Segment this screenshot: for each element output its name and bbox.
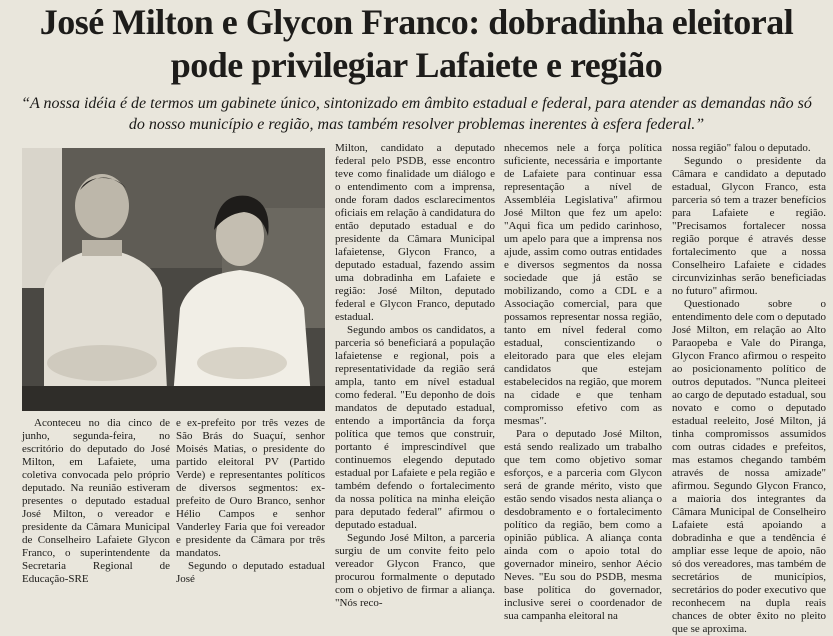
column-4-paragraph-2: Para o deputado José Milton, está sendo realizado um trabalho que tem como objetivo somar esforços, e a parceria com Glycon será de grande mérito, visto que estão sendo visados nesta aliança o desdobramento e o fortalecimento político da região, bem como a opinião pública. A aliança conta ainda com o apoio total do governador mineiro, senhor Aécio Neves. "Eu sou do PSDB, mesma base política do governador, inclusive serei o coordenador de sua campanha eleitoral na [504, 428, 662, 622]
column-3-paragraph-2: Segundo ambos os candidatos, a parceria só beneficiará a população lafaietense e regional, pois a representatividade da região será ampla, tanto em nível estadual como federal. "Eu deponho de dois mandatos de deputado estadual, entendo a importância da força política que temos que construir, portanto é imprescindível que continuemos elegendo deputado estadual por Lafaiete e pela região e também defendo o fortalecimento da nossa política na minha eleição para deputado federal" afirmou o deputado estadual. [335, 324, 495, 531]
column-3-paragraph-3: Segundo José Milton, a parceria surgiu de um convite feito pelo vereador Glycon Franco, que procurou formalmente o deputado com o objetivo de firmar a aliança. "Nós reco- [335, 532, 495, 609]
column-2-paragraph-1: e ex-prefeito por três vezes de São Brás do Suaçuí, senhor Moisés Matias, o presidente do partido eleitoral PV (Partido Verde) e representantes políticos de diversos segmentos: ex-prefeito de Ouro Branco, senhor Hélio Campos e senhor Vanderley Faria que foi vereador e presidente da Câmara por três mandatos. [176, 417, 325, 559]
article-column-3 [335, 142, 495, 609]
photo-two-men [22, 148, 325, 411]
article-column-5 [672, 142, 826, 635]
column-5-paragraph-2: Segundo o presidente da Câmara e candidato a deputado estadual, Glycon Franco, esta parceria só tem a trazer benefícios para Lafaiete e região. "Precisamos fortalecer nossa região porque é através desse fortalecimento que a nossa Conselheiro Lafaiete e cidades circunvizinhas serão beneficiadas no futuro" afirmou. [672, 155, 826, 297]
column-4-paragraph-1: nhecemos nele a força política suficiente, necessária e importante de Lafaiete para continuar essa representação a nível de Assembléia Legislativa" afirmou José Milton que fez um apelo: "Aqui fica um pedido carinhoso, um apelo para que a imprensa nos ajude, assim como outras entidades e diversos segmentos da nossa sociedade que já estão se mobilizando, como a CDL e a Associação comercial, para que possamos representar nossa região, tanto em nível federal como estadual, conscientizando o eleitorado para que eles elejam candidatos que estejam estabelecidos na região, que morem na cidade e que tenham compromisso efetivo com as mesmas". [504, 142, 662, 427]
headline-line-1: José Milton e Glycon Franco: dobradinha eleitoral [39, 2, 794, 42]
article-column-2 [176, 417, 325, 585]
headline-line-2: pode privilegiar Lafaiete e região [170, 45, 663, 85]
column-3-paragraph-1: Milton, candidato a deputado federal pelo PSDB, esse encontro teve como finalidade um diálogo e o entendimento com a imprensa, onde foram dados esclarecimentos oficiais em relação à candidatura do então deputado estadual e do presidente da Câmara Municipal lafaietense, Glycon Franco, a deputado estadual, fazendo assim uma dobradinha em Lafaiete e região: José Milton, deputado federal e Glycon Franco, deputado estadual. [335, 142, 495, 323]
column-5-paragraph-3: Questionado sobre o entendimento dele com o deputado José Milton, em relação ao Alto Paraopeba e Vale do Piranga, Glycon Franco afirmou o respeito ao posicionamento político de outros deputados. "Nunca pleiteei ao cargo de deputado estadual, sou novato e como o deputado estadual reeleito, José Milton, já tinha compromissos assumidos com outras cidades e prefeitos, mas estamos chegando também através de nossa amizade" afirmou. Segundo Glycon Franco, a maioria dos integrantes da Câmara Municipal de Conselheiro Lafaiete está apoiando a dobradinha e que a tendência é ampliar esse leque de apoio, não só dos vereadores, mas também de secretários de municípios, secretários do poder executivo que reconhecem na dupla reais chances de obter êxito no pleito que se aproxima. [672, 298, 826, 635]
subhead-quote: “A nossa idéia é de termos um gabinete único, sintonizado em âmbito estadual e federal, para atender as demandas não só do nosso município e região, mas também resolver problemas inerentes à esfera federal.” [21, 95, 812, 133]
column-5-paragraph-1: nossa região" falou o deputado. [672, 142, 811, 154]
column-2-paragraph-2: Segundo o deputado estadual José [176, 560, 325, 585]
column-1-paragraph-1: Aconteceu no dia cinco de junho, segunda-feira, no escritório do deputado do José Milton, em Lafaiete, uma coletiva convocada pelo próprio deputado. Na reunião estiveram presentes o deputado estadual José Milton, o vereador e presidente da Câmara Municipal de Conselheiro Lafaiete Glycon Franco, o superintendente da Secretaria Regional de Educação-SRE [22, 417, 170, 585]
photo-two-men-icon [22, 148, 325, 411]
article-column-1 [22, 417, 170, 585]
article-column-4 [504, 142, 662, 622]
